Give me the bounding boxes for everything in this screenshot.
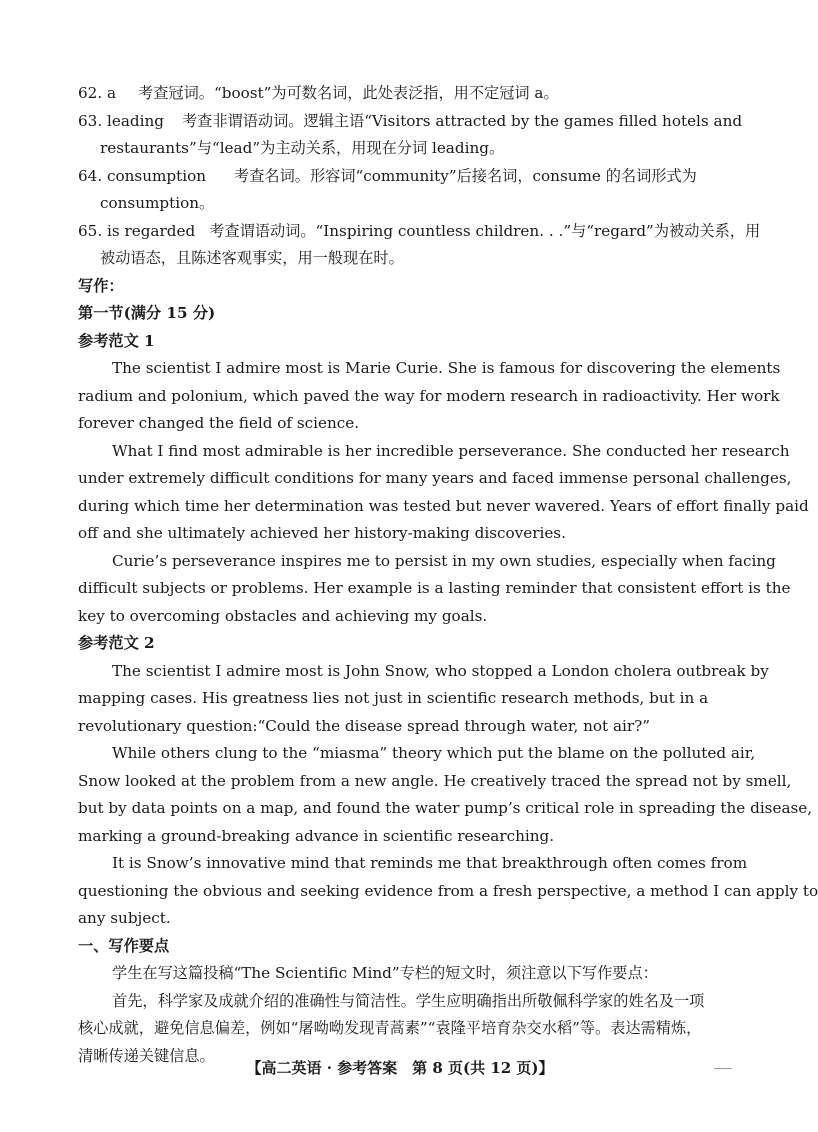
points-line: 首先，科学家及成就介绍的准确性与简洁性。学生应明确指出所敬佩科学家的姓名及一项	[112, 991, 705, 1010]
section-heading: 第一节(满分 15 分)	[78, 304, 216, 322]
essay-line: It is Snow’s innovative mind that reminds me that breakthrough often comes from	[112, 854, 748, 872]
answer-explanation-cont: 被动语态，且陈述客观事实，用一般现在时。	[100, 249, 404, 267]
writing-heading: 写作：	[78, 276, 124, 295]
essay-line: While others clung to the “miasma” theory which put the blame on the polluted air,	[112, 744, 756, 762]
answer-explanation: 考查名词。形容词“community”后接名词，consume 的名词形式为	[234, 166, 697, 185]
answer-item-63	[78, 108, 743, 136]
answer-explanation-cont: restaurants”与“lead”为主动关系，用现在分词 leading。	[100, 139, 505, 157]
corner-mark	[714, 1068, 732, 1069]
essay-line: radium and polonium, which paved the way for modern research in radioactivity. Her work	[78, 386, 780, 405]
essay-line: The scientist I admire most is Marie Curie. She is famous for discovering the elements	[112, 359, 781, 377]
answer-term: 62. a	[78, 84, 117, 102]
page-footer: 【高二英语 · 参考答案 第 8 页(共 12 页)】	[246, 1059, 554, 1077]
essay-line: mapping cases. His greatness lies not just in scientific research methods, but in a	[78, 689, 709, 707]
essay-line: during which time her determination was tested but never wavered. Years of effort finally paid	[78, 496, 809, 515]
points-line: 核心成就，避免信息偏差，例如“屠呦呦发现青蒿素”“袁隆平培育杂交水稻”等。表达需精炼，	[78, 1019, 702, 1037]
answer-explanation: 考查非谓语动词。逻辑主语“Visitors attracted by the games filled hotels and	[181, 111, 743, 130]
answer-item-62	[78, 80, 734, 108]
essay-line: The scientist I admire most is John Snow, who stopped a London cholera outbreak by	[112, 661, 769, 680]
page-content	[78, 80, 818, 1070]
essay-line: off and she ultimately achieved her history-making discoveries.	[78, 524, 566, 542]
essay-line: key to overcoming obstacles and achieving my goals.	[78, 606, 488, 625]
essay-line: Snow looked at the problem from a new angle. He creatively traced the spread not by smell,	[78, 771, 792, 790]
essay-line: difficult subjects or problems. Her example is a lasting reminder that consistent effort is the	[78, 579, 791, 597]
answer-explanation-cont: consumption。	[100, 194, 215, 212]
sample-essay-2-title: 参考范文 2	[78, 634, 155, 652]
essay-line: revolutionary question:“Could the disease spread through water, not air?”	[78, 716, 651, 735]
points-line: 学生在写这篇投稿“The Scientific Mind”专栏的短文时，须注意以下写作要点：	[112, 964, 658, 982]
essay-line: Curie’s perseverance inspires me to persist in my own studies, especially when facing	[112, 551, 776, 570]
answer-item-65	[78, 218, 761, 246]
essay-line: questioning the obvious and seeking evidence from a fresh perspective, a method I can apply to	[78, 881, 818, 900]
sample-essay-1-title: 参考范文 1	[78, 331, 155, 350]
answer-term: 64. consumption	[78, 166, 206, 185]
answer-term: 63. leading	[78, 111, 164, 130]
answer-term: 65. is regarded	[78, 221, 196, 240]
essay-line: What I find most admirable is her incredible perseverance. She conducted her research	[112, 441, 790, 460]
answer-item-64	[78, 163, 734, 191]
essay-line: but by data points on a map, and found the water pump’s critical role in spreading the disease,	[78, 799, 813, 817]
points-line: 清晰传递关键信息。	[78, 1046, 215, 1065]
essay-line: forever changed the field of science.	[78, 414, 360, 432]
answer-explanation: 考查冠词。“boost”为可数名词，此处表泛指，用不定冠词 a。	[138, 84, 559, 102]
essay-line: marking a ground-breaking advance in scientific researching.	[78, 826, 555, 845]
essay-line: under extremely difficult conditions for many years and faced immense personal challenges,	[78, 469, 792, 487]
essay-line: any subject.	[78, 909, 171, 927]
answer-explanation: 考查谓语动词。“Inspiring countless children. . .”与“regard”为被动关系，用	[209, 221, 761, 240]
writing-points-heading: 一、写作要点	[78, 936, 170, 955]
